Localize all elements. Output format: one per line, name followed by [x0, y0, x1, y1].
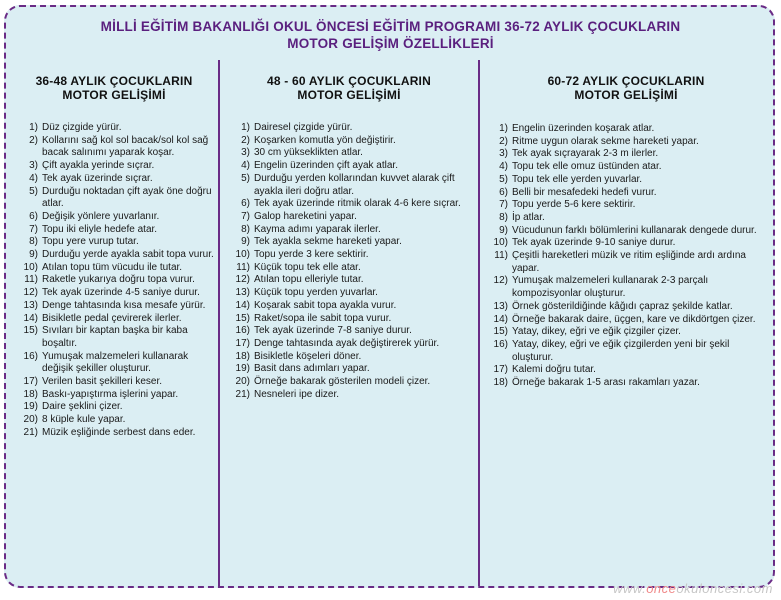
item-number: 18) [493, 377, 508, 389]
item-number: 5) [499, 173, 508, 185]
item-number: 13) [235, 287, 250, 299]
list-item [12, 173, 218, 186]
item-number: 9) [499, 224, 508, 236]
item-text: Örneğe bakarak 1-5 arası rakamları yazar. [512, 377, 700, 389]
item-text: Denge tahtasında kısa mesafe yürür. [42, 299, 206, 311]
item-number: 8) [29, 236, 38, 248]
list-item [12, 401, 218, 414]
item-text: Örneğe bakarak gösterilen modeli çizer. [254, 376, 431, 388]
item-number: 17) [23, 376, 38, 388]
item-text: Topu tek elle omuz üstünden atar. [512, 161, 662, 173]
item-number: 14) [23, 312, 38, 324]
column-heading-line-2: MOTOR GELİŞİMİ [574, 88, 678, 102]
item-text: Belli bir mesafedeki hedefi vurur. [512, 186, 657, 198]
column-heading-line-1: 48 - 60 AYLIK ÇOCUKLARIN [267, 74, 431, 88]
list-item [482, 314, 772, 327]
item-text: Topu yerde 5-6 kere sektirir. [512, 199, 636, 211]
list-item [482, 199, 772, 212]
item-text: Çeşitli hareketleri müzik ve ritim eşliğinde ardı ardına yapar. [512, 250, 746, 274]
column-48-60 [218, 60, 478, 586]
column-heading [480, 74, 772, 102]
list-item [12, 376, 218, 389]
column-heading [10, 74, 218, 102]
item-number: 6) [241, 198, 250, 210]
item-number: 8) [241, 223, 250, 235]
item-text: Düz çizgide yürür. [42, 122, 122, 133]
list-item [224, 274, 478, 287]
list-item [224, 173, 478, 198]
list-item [482, 237, 772, 250]
item-number: 9) [241, 236, 250, 248]
list-item [224, 224, 478, 237]
item-number: 12) [23, 287, 38, 299]
list-item [12, 300, 218, 313]
item-number: 5) [29, 185, 38, 197]
list-item [482, 377, 772, 390]
watermark-prefix: www. [613, 581, 647, 596]
list-item [224, 325, 478, 338]
list-item [482, 136, 772, 149]
item-number: 3) [241, 147, 250, 159]
list-item [224, 160, 478, 173]
item-text: Bisikletle pedal çevirerek ilerler. [42, 312, 182, 324]
item-number: 18) [235, 350, 250, 362]
skill-list [10, 122, 218, 440]
list-item [12, 262, 218, 275]
list-item [224, 135, 478, 148]
list-item [482, 212, 772, 225]
item-text: Tek ayak üzerinde 9-10 saniye durur. [512, 237, 676, 249]
list-item [224, 249, 478, 262]
column-heading [220, 74, 478, 102]
item-text: Denge tahtasında ayak değiştirerek yürür. [254, 337, 440, 349]
watermark-highlight: once [646, 581, 677, 596]
item-text: Daire şeklini çizer. [42, 401, 123, 413]
skill-list [480, 123, 772, 390]
page-title [0, 18, 781, 52]
list-item [12, 427, 218, 440]
list-item [482, 225, 772, 238]
list-item [12, 389, 218, 402]
item-number: 15) [235, 312, 250, 324]
item-number: 2) [29, 134, 38, 146]
item-number: 7) [29, 223, 38, 235]
item-text: Durduğu yerden kollarından kuvvet alarak çift ayakla ileri doğru atlar. [254, 172, 455, 197]
item-number: 4) [241, 160, 250, 172]
item-text: Atılan topu elleriyle tutar. [254, 274, 364, 286]
item-text: Tek ayak üzerinde ritmik olarak 4-6 kere sıçrar. [254, 198, 461, 210]
item-text: Tek ayak üzerinde 4-5 saniye durur. [42, 287, 200, 299]
item-text: Müzik eşliğinde serbest dans eder. [42, 426, 196, 438]
item-text: Örnek gösterildiğinde kâğıdı çapraz şekilde katlar. [512, 300, 733, 312]
item-number: 1) [241, 122, 250, 133]
item-text: Yumuşak malzemeleri kullanarak değişik şekiller oluşturur. [42, 350, 189, 375]
item-number: 11) [236, 261, 250, 273]
list-item [12, 186, 218, 211]
item-number: 16) [23, 350, 38, 362]
list-item [482, 250, 772, 275]
item-number: 6) [499, 186, 508, 198]
list-item [482, 174, 772, 187]
item-number: 1) [499, 123, 508, 134]
item-text: 8 küple kule yapar. [42, 414, 126, 426]
list-item [12, 274, 218, 287]
list-item [12, 236, 218, 249]
item-number: 9) [29, 249, 38, 261]
item-text: Atılan topu tüm vücudu ile tutar. [42, 261, 183, 273]
watermark-suffix: okuloncesi.com [676, 581, 773, 596]
item-text: Çift ayakla yerinde sıçrar. [42, 160, 155, 172]
list-item [224, 198, 478, 211]
item-number: 14) [235, 299, 250, 311]
item-text: Tek ayakla sekme hareketi yapar. [254, 236, 402, 248]
item-text: Raketle yukarıya doğru topa vurur. [42, 274, 195, 286]
item-text: 30 cm yükseklikten atlar. [254, 147, 363, 159]
list-item [224, 389, 478, 402]
item-number: 20) [235, 376, 250, 388]
list-item [482, 364, 772, 377]
item-number: 3) [29, 160, 38, 172]
list-item [482, 123, 772, 136]
item-number: 19) [23, 401, 38, 413]
item-text: Yumuşak malzemeleri kullanarak 2-3 parçalı kompozisyonlar oluşturur. [512, 275, 709, 300]
title-line-1: MİLLİ EĞİTİM BAKANLIĞI OKUL ÖNCESİ EĞİTİM PROGRAMI 36-72 AYLIK ÇOCUKLARIN [100, 19, 681, 34]
item-number: 4) [499, 161, 508, 173]
footer-watermark [613, 581, 773, 596]
item-text: Durduğu yerde ayakla sabit topa vurur. [42, 249, 214, 261]
item-number: 3) [499, 148, 508, 160]
item-number: 10) [23, 261, 38, 273]
item-number: 10) [235, 249, 250, 261]
list-item [482, 161, 772, 174]
item-text: Tek ayak üzerinde 7-8 saniye durur. [254, 325, 412, 337]
list-item [224, 300, 478, 313]
item-text: Örneğe bakarak daire, üçgen, kare ve dikdörtgen çizer. [512, 313, 756, 325]
item-number: 16) [493, 338, 508, 350]
list-item [224, 313, 478, 326]
list-item [224, 262, 478, 275]
item-text: Dairesel çizgide yürür. [254, 122, 353, 133]
list-item [482, 301, 772, 314]
list-item [224, 376, 478, 389]
item-number: 17) [493, 364, 508, 376]
list-item [12, 135, 218, 160]
item-number: 8) [499, 211, 508, 223]
list-item [224, 211, 478, 224]
list-item [224, 287, 478, 300]
item-number: 19) [235, 363, 250, 375]
list-item [12, 160, 218, 173]
column-heading-line-2: MOTOR GELİŞİMİ [297, 88, 401, 102]
column-60-72 [478, 60, 772, 586]
item-text: Yatay, dikey, eğri ve eğik çizgiler çizer. [512, 326, 681, 338]
list-item [224, 338, 478, 351]
item-number: 1) [29, 122, 38, 133]
item-text: Topu iki eliyle hedefe atar. [42, 223, 158, 235]
item-text: Durduğu noktadan çift ayak öne doğru atlar. [42, 185, 212, 210]
item-number: 17) [235, 337, 250, 349]
list-item [224, 147, 478, 160]
list-item [224, 363, 478, 376]
list-item [12, 249, 218, 262]
item-number: 15) [493, 326, 508, 338]
item-text: Koşarken komutla yön değiştirir. [254, 134, 396, 146]
item-number: 12) [235, 274, 250, 286]
item-text: Topu yere vurup tutar. [42, 236, 139, 248]
item-text: Değişik yönlere yuvarlanır. [42, 210, 160, 222]
list-item [482, 275, 772, 300]
item-text: Sıvıları bir kaptan başka bir kaba boşaltır. [42, 325, 188, 349]
item-text: Kollarını sağ kol sol bacak/sol kol sağ bacak salınımı yaparak koşar. [42, 134, 209, 159]
item-text: Kayma adımı yaparak ilerler. [254, 223, 381, 235]
list-item [12, 313, 218, 326]
column-heading-line-1: 36-48 AYLIK ÇOCUKLARIN [35, 74, 193, 88]
list-item [12, 224, 218, 237]
list-item [12, 122, 218, 135]
item-number: 7) [499, 199, 508, 211]
item-text: Tek ayak üzerinde sıçrar. [42, 172, 153, 184]
list-item [224, 122, 478, 135]
skill-list [220, 122, 478, 401]
item-text: Küçük topu tek elle atar. [254, 261, 361, 273]
item-number: 11) [494, 250, 508, 262]
column-heading-line-2: MOTOR GELİŞİMİ [62, 88, 166, 102]
item-text: Bisikletle köşeleri döner. [254, 350, 362, 362]
item-text: Verilen basit şekilleri keser. [42, 376, 163, 388]
list-item [12, 325, 218, 350]
item-text: Küçük topu yerden yuvarlar. [254, 287, 378, 299]
list-item [224, 351, 478, 364]
list-item [482, 148, 772, 161]
item-text: Topu yerde 3 kere sektirir. [254, 249, 369, 261]
item-text: Raket/sopa ile sabit topa vurur. [254, 312, 392, 324]
column-36-48 [10, 60, 218, 586]
item-number: 4) [29, 172, 38, 184]
list-item [12, 351, 218, 376]
item-number: 12) [493, 275, 508, 287]
item-number: 13) [493, 300, 508, 312]
title-line-2: MOTOR GELİŞİM ÖZELLİKLERİ [287, 36, 494, 51]
item-text: Koşarak sabit topa ayakla vurur. [254, 299, 397, 311]
item-text: Nesneleri ipe dizer. [254, 388, 340, 400]
item-text: Ritme uygun olarak sekme hareketi yapar. [512, 135, 699, 147]
item-number: 21) [23, 426, 38, 438]
item-number: 15) [23, 325, 38, 337]
item-text: Baskı-yapıştırma işlerini yapar. [42, 388, 179, 400]
item-text: Galop hareketini yapar. [254, 210, 357, 222]
item-text: İp atlar. [512, 211, 545, 223]
item-text: Engelin üzerinden çift ayak atlar. [254, 160, 398, 172]
column-heading-line-1: 60-72 AYLIK ÇOCUKLARIN [547, 74, 705, 88]
item-text: Yatay, dikey, eğri ve eğik çizgilerden yeni bir şekil oluşturur. [512, 338, 730, 363]
item-number: 2) [499, 135, 508, 147]
item-text: Kalemi doğru tutar. [512, 364, 596, 376]
item-number: 20) [23, 414, 38, 426]
item-number: 7) [241, 210, 250, 222]
item-number: 14) [493, 313, 508, 325]
list-item [12, 414, 218, 427]
item-number: 16) [235, 325, 250, 337]
list-item [482, 339, 772, 364]
list-item [482, 326, 772, 339]
item-number: 5) [241, 172, 250, 184]
item-text: Vücudunun farklı bölümlerini kullanarak dengede durur. [512, 224, 757, 236]
item-number: 21) [235, 388, 250, 400]
item-number: 13) [23, 299, 38, 311]
item-text: Topu tek elle yerden yuvarlar. [512, 173, 643, 185]
item-number: 11) [24, 274, 38, 286]
list-item [224, 236, 478, 249]
list-item [12, 211, 218, 224]
item-number: 18) [23, 388, 38, 400]
list-item [482, 187, 772, 200]
item-number: 6) [29, 210, 38, 222]
item-text: Basit dans adımları yapar. [254, 363, 370, 375]
item-text: Engelin üzerinden koşarak atlar. [512, 123, 655, 134]
item-text: Tek ayak sıçrayarak 2-3 m ilerler. [512, 148, 659, 160]
item-number: 10) [493, 237, 508, 249]
item-number: 2) [241, 134, 250, 146]
list-item [12, 287, 218, 300]
